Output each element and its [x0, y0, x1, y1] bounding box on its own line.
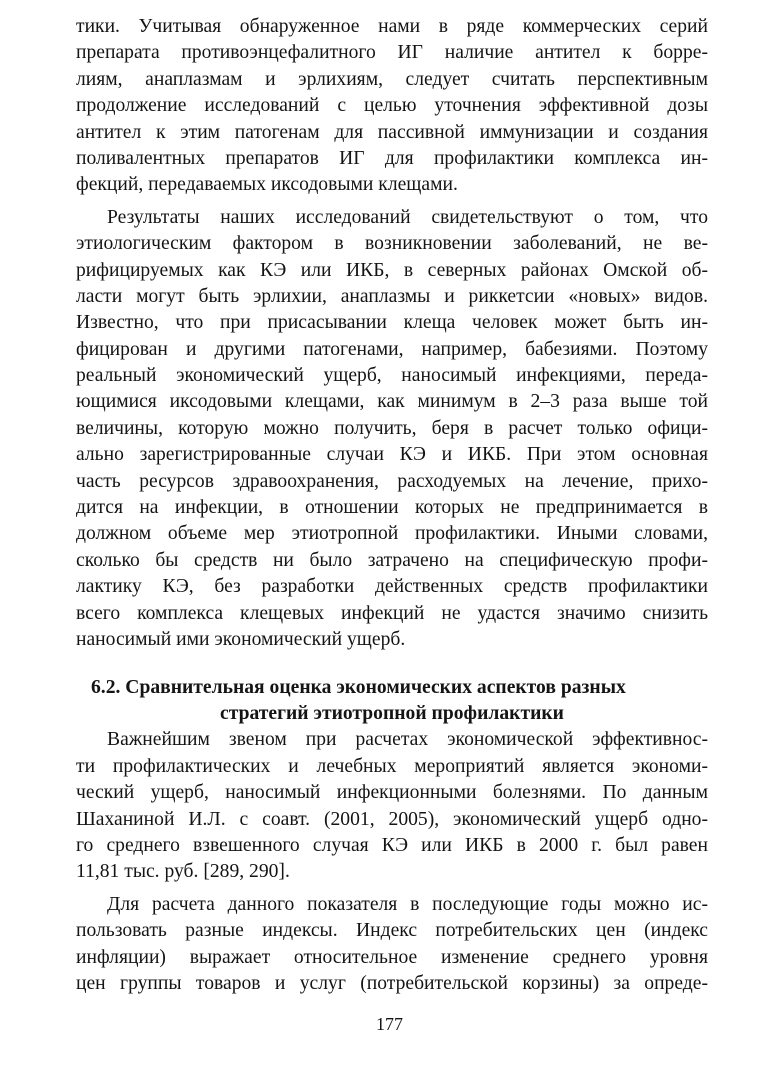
text-line: лиям, анаплазмам и эрлихиям, следует считать перспективным [76, 68, 708, 90]
text-line: Для расчета данного показателя в последующие годы можно ис- [107, 893, 708, 915]
text-line: рифицируемых как КЭ или ИКБ, в северных районах Омской об- [76, 259, 708, 281]
section-heading-line: стратегий этиотропной профилактики [220, 703, 564, 725]
page-body [76, 14, 708, 997]
text-line: фицирован и другими патогенами, например, бабезиями. Поэтому [76, 338, 708, 360]
text-line: антител к этим патогенам для пассивной иммунизации и создания [76, 121, 708, 143]
text-line: Шаханиной И.Л. с соавт. (2001, 2005), экономический ущерб одно- [76, 808, 708, 830]
text-line: часть ресурсов здравоохранения, расходуемых на лечение, прихо- [76, 470, 708, 492]
text-line: этиологическим фактором в возникновении заболеваний, не ве- [76, 233, 708, 255]
text-line: реальный экономический ущерб, наносимый инфекциями, переда- [76, 365, 708, 387]
text-line: Известно, что при присасывании клеща человек может быть ин- [76, 312, 708, 334]
section-heading [76, 675, 708, 727]
text-line: ласти могут быть эрлихии, анаплазмы и риккетсии «новых» видов. [76, 285, 708, 307]
paragraph-1 [76, 14, 708, 199]
text-line: лактику КЭ, без разработки действенных средств профилактики [76, 576, 708, 598]
paragraph-2 [76, 205, 708, 654]
text-line: Результаты наших исследований свидетельствуют о том, что [107, 206, 708, 228]
text-line: всего комплекса клещевых инфекций не удастся значимо снизить [76, 602, 708, 624]
text-line: продолжение исследований с целью уточнения эффективной дозы [76, 95, 708, 117]
text-line: го среднего взвешенного случая КЭ или ИКБ в 2000 г. был равен [76, 834, 708, 856]
section-heading-line: 6.2. Сравнительная оценка экономических аспектов разных [91, 677, 626, 699]
text-line: величины, которую можно получить, беря в расчет только офици- [76, 417, 708, 439]
text-line: цен группы товаров и услуг (потребительской корзины) за опреде- [76, 972, 708, 994]
text-line: наносимый ими экономический ущерб. [76, 628, 406, 650]
text-line: пользовать разные индексы. Индекс потребительских цен (индекс [76, 920, 708, 942]
paragraph-3 [76, 727, 708, 885]
text-line: дится на инфекции, в отношении которых не предпринимается в [76, 497, 708, 519]
page-number: 177 [376, 1014, 403, 1034]
text-line: инфляции) выражает относительное изменение среднего уровня [76, 946, 708, 968]
paragraph-4 [76, 892, 708, 998]
text-line: 11,81 тыс. руб. [289, 290]. [76, 861, 290, 883]
text-line: ально зарегистрированные случаи КЭ и ИКБ. При этом основная [76, 444, 708, 466]
text-line: ти профилактических и лечебных мероприятий является экономи- [76, 755, 708, 777]
text-line: ющимися иксодовыми клещами, как минимум в 2–3 раза выше той [76, 391, 708, 413]
text-line: Важнейшим звеном при расчетах экономической эффективнос- [107, 729, 708, 751]
text-line: препарата противоэнцефалитного ИГ наличие антител к борре- [76, 42, 708, 64]
text-line: поливалентных препаратов ИГ для профилактики комплекса ин- [76, 147, 708, 169]
text-line: тики. Учитывая обнаруженное нами в ряде коммерческих серий [76, 16, 708, 37]
text-line: ческий ущерб, наносимый инфекционными болезнями. По данным [76, 782, 708, 804]
text-line: сколько бы средств ни было затрачено на специфическую профи- [76, 549, 708, 571]
text-line: должном объеме мер этиотропной профилактики. Иными словами, [76, 523, 708, 545]
text-line: фекций, передаваемых иксодовыми клещами. [76, 174, 458, 196]
